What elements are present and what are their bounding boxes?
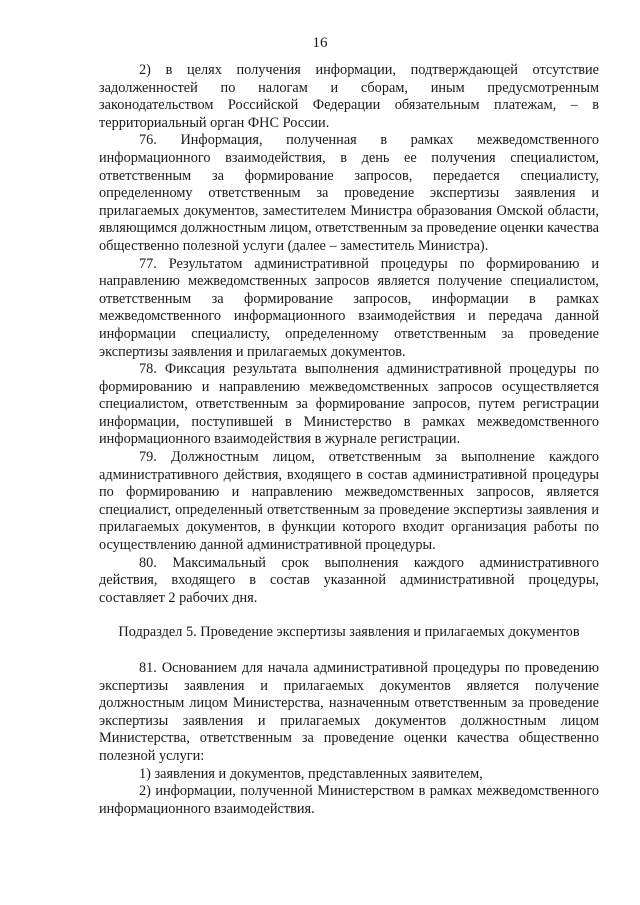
list-item-2: 2) информации, полученной Министерством в рамках межведомственного информационного взаимодействия. <box>99 783 599 817</box>
paragraph-76: 76. Информация, полученная в рамках межведомственного информационного взаимодействия, в день ее получения специалистом, ответственным за формирование запросов, передается специалисту, определенному ответственным за проведение экспертизы заявления и прилагаемых документов, заместителем Министра образования Омской области, являющимся должностным лицом, ответственным за проведение оценки качества общественно полезной услуги (далее – заместитель Министра). <box>99 132 599 254</box>
paragraph-75-item-2: 2) в целях получения информации, подтверждающей отсутствие задолженностей по налогам и сборам, иным предусмотренным законодательством Российской Федерации обязательным платежам, – в территориальный орган ФНС России. <box>99 62 599 131</box>
document-body <box>99 62 599 818</box>
paragraph-81: 81. Основанием для начала административной процедуры по проведению экспертизы заявления и прилагаемых документов является получение должностным лицом Министерства, назначенным ответственным за проведение экспертизы заявления и прилагаемых документов должностным лицом Министерства, ответственным за проведение оценки качества общественно полезной услуги: <box>99 660 599 764</box>
paragraph-80: 80. Максимальный срок выполнения каждого административного действия, входящего в состав указанной административной процедуры, составляет 2 рабочих дня. <box>99 554 599 606</box>
subsection-title: Подраздел 5. Проведение экспертизы заявления и прилагаемых документов <box>118 624 580 641</box>
paragraph-78: 78. Фиксация результата выполнения административной процедуры по формированию и направлению межведомственных запросов осуществляется специалистом, ответственным за формирование запросов, путем регистрации информации, поступившей в Министерство в рамках межведомственного информационного взаимодействия в журнале регистрации. <box>99 361 599 448</box>
paragraph-79: 79. Должностным лицом, ответственным за выполнение каждого административного действия, входящего в состав административной процедуры по формированию и направлению межведомственных запросов, является специалист, определенный ответственным за проведение экспертизы заявления и прилагаемых документов, в функции которого входит организация работы по осуществлению данной административной процедуры. <box>99 449 599 554</box>
page-number: 16 <box>312 35 328 51</box>
list-item-1: 1) заявления и документов, представленных заявителем, <box>139 765 483 782</box>
paragraph-77: 77. Результатом административной процедуры по формированию и направлению межведомственных запросов является получение специалистом, ответственным за формирование запросов, информации в рамках межведомственного информационного взаимодействия и передача данной информации специалисту, определенному ответственным за проведение экспертизы заявления и прилагаемых документов. <box>99 255 599 360</box>
